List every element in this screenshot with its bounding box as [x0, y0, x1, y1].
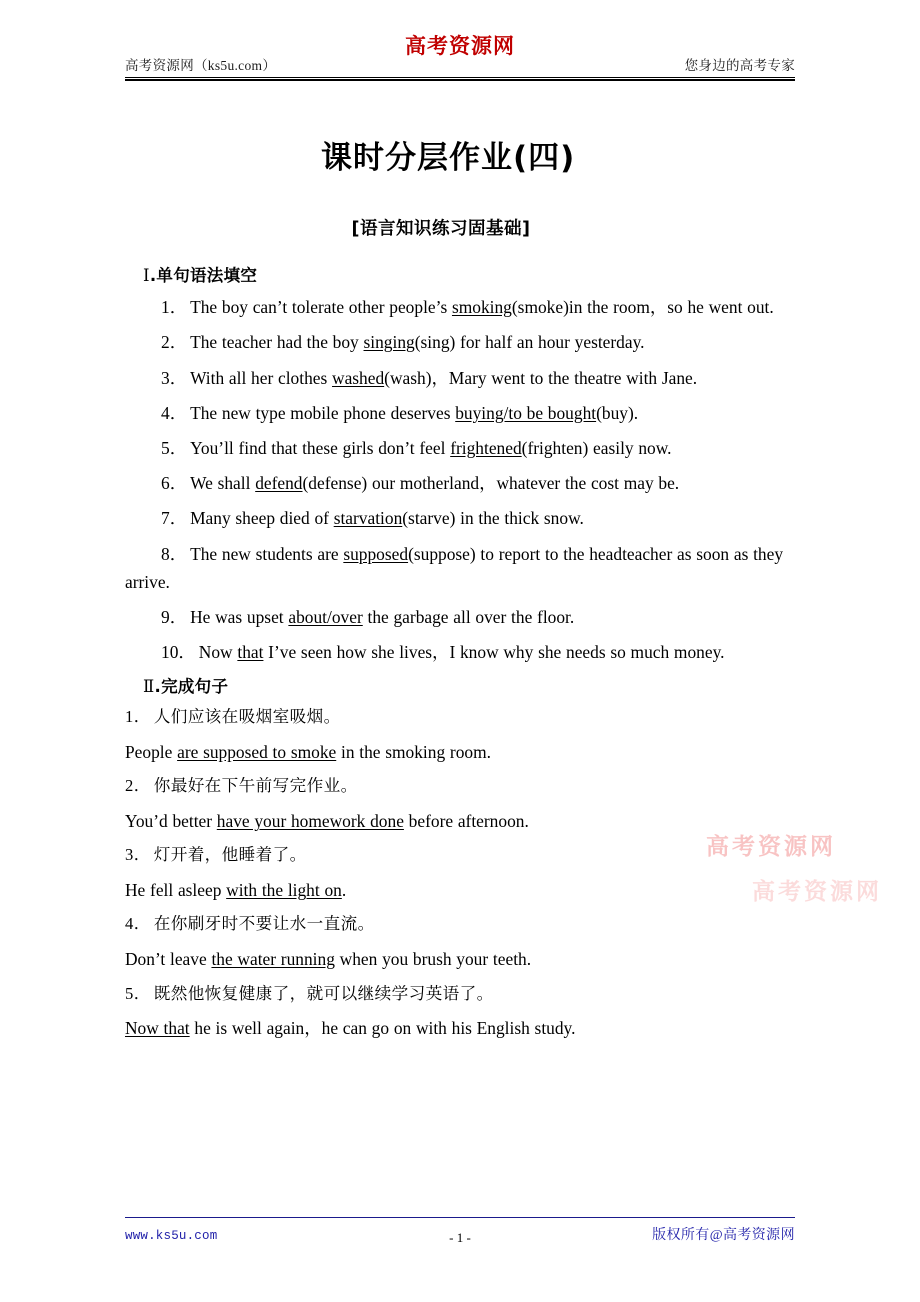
item-text-before: The new students are	[190, 543, 344, 564]
page-title: 课时分层作业(四)	[321, 140, 576, 176]
translation-prompt	[125, 704, 795, 731]
item-answer: have your homework done	[216, 811, 404, 832]
answer-text-before: Don’t leave	[125, 949, 212, 970]
prompt-text: 在你刷牙时不要让水一直流。	[153, 914, 375, 934]
item-text-after: (suppose) to report to the headteacher as soon as they arrive.	[125, 543, 784, 592]
item-text-after: (buy).	[596, 402, 639, 423]
item-text-after: (starve) in the thick snow.	[402, 508, 584, 529]
footer-url[interactable]: www.ks5u.com	[125, 1229, 218, 1243]
item-answer: defend	[255, 473, 303, 494]
answer-text-before: People	[125, 742, 178, 763]
translation-answer	[125, 945, 795, 973]
item-number: 3．	[125, 845, 151, 865]
item-text-before: Now	[198, 642, 238, 663]
exercise-item	[125, 434, 795, 462]
item-answer: singing	[363, 332, 415, 353]
answer-text-after: in the smoking room.	[336, 742, 491, 763]
item-number: 9．	[161, 606, 188, 627]
item-text-after: (sing) for half an hour yesterday.	[414, 332, 645, 353]
footer-divider	[125, 1217, 795, 1218]
header-logo: 高考资源网	[405, 33, 515, 58]
item-number: 1．	[125, 707, 151, 727]
item-answer: frightened	[450, 437, 522, 458]
item-text-before: The teacher had the boy	[190, 332, 364, 353]
item-answer: that	[237, 642, 264, 663]
section-banner: [语言知识练习固基础]	[351, 219, 531, 240]
page-number: - 1 -	[449, 1230, 471, 1245]
item-number: 6．	[161, 473, 188, 494]
item-number: 4．	[125, 914, 151, 934]
header-site-name: 高考资源网（ks5u.com）	[125, 58, 277, 73]
item-answer: about/over	[288, 606, 363, 627]
item-answer: Now that	[125, 1018, 190, 1039]
item-text-before: He was upset	[190, 606, 289, 627]
translation-answer	[125, 738, 795, 766]
translation-prompt	[125, 911, 795, 938]
answer-text-after: when you brush your teeth.	[334, 949, 532, 970]
item-text-before: You’ll find that these girls don’t feel	[190, 437, 451, 458]
item-number: 4．	[161, 402, 188, 423]
item-number: 3．	[161, 367, 188, 388]
page-footer	[125, 1217, 795, 1244]
part-1-label: .单句语法填空	[149, 266, 258, 286]
item-text-after: (frighten) easily now.	[521, 437, 672, 458]
part-1-roman: Ⅰ	[143, 266, 150, 286]
header-divider	[125, 77, 795, 81]
answer-text-before: He fell asleep	[125, 880, 227, 901]
item-answer: buying/to be bought	[455, 402, 597, 423]
prompt-text: 灯开着，他睡着了。	[153, 845, 307, 865]
item-answer: the water running	[211, 949, 335, 970]
answer-text-after: .	[341, 880, 347, 901]
header-tagline: 您身边的高考专家	[684, 58, 795, 73]
item-number: 5．	[161, 437, 188, 458]
exercise-item	[125, 638, 795, 666]
exercise-item	[125, 603, 795, 631]
item-number: 7．	[161, 508, 188, 529]
item-text-before: Many sheep died of	[190, 508, 334, 529]
item-text-before: The new type mobile phone deserves	[190, 402, 456, 423]
item-text-after: I’ve seen how she lives，I know why she needs so much money.	[263, 642, 725, 663]
exercise-item	[125, 364, 795, 392]
item-text-after: (smoke)in the room，so he went out.	[511, 297, 774, 318]
item-answer: washed	[332, 367, 385, 388]
item-text-after: (defense) our motherland，whatever the cost may be.	[302, 473, 680, 494]
translation-answer	[125, 807, 795, 835]
item-answer: are supposed to smoke	[177, 742, 337, 763]
prompt-text: 你最好在下午前写完作业。	[153, 776, 358, 796]
answer-text-before: You’d better	[125, 811, 217, 832]
watermark-line-1: 高考资源网	[706, 833, 836, 860]
document-body	[125, 262, 795, 1042]
item-answer: smoking	[451, 297, 512, 318]
item-answer: supposed	[343, 543, 409, 564]
exercise-item	[125, 504, 795, 532]
item-number: 10．	[161, 642, 196, 663]
exercise-item	[125, 540, 795, 596]
exercise-item	[125, 469, 795, 497]
item-text-before: We shall	[190, 473, 256, 494]
item-number: 2．	[125, 776, 151, 796]
item-number: 5．	[125, 983, 151, 1003]
item-number: 2．	[161, 332, 188, 353]
footer-copyright: 版权所有@高考资源网	[652, 1228, 795, 1243]
answer-text-after: he is well again，he can go on with his English study.	[189, 1018, 576, 1039]
translation-prompt	[125, 981, 795, 1008]
part-1-heading	[125, 262, 795, 286]
part-2-heading	[125, 673, 795, 697]
item-text-after: the garbage all over the floor.	[362, 606, 575, 627]
exercise-item	[125, 399, 795, 427]
item-answer: with the light on	[226, 880, 342, 901]
prompt-text: 人们应该在吸烟室吸烟。	[153, 707, 341, 727]
footer-row	[125, 1224, 795, 1244]
prompt-text: 既然他恢复健康了，就可以继续学习英语了。	[153, 983, 494, 1003]
item-answer: starvation	[333, 508, 403, 529]
translation-answer	[125, 1014, 795, 1042]
part-2-label: .完成句子	[154, 677, 229, 697]
watermark-line-2: 高考资源网	[752, 878, 882, 905]
header-row	[125, 33, 795, 74]
item-number: 8．	[161, 543, 188, 564]
item-text-before: With all her clothes	[190, 367, 333, 388]
part-2-roman: Ⅱ	[143, 677, 155, 697]
translation-prompt	[125, 842, 795, 869]
exercise-item	[125, 328, 795, 356]
translation-prompt	[125, 773, 795, 800]
item-text-after: (wash)，Mary went to the theatre with Jane.	[384, 367, 698, 388]
exercise-item	[125, 293, 795, 321]
page-header	[125, 0, 795, 96]
item-text-before: The boy can’t tolerate other people’s	[190, 297, 452, 318]
answer-text-after: before afternoon.	[403, 811, 529, 832]
item-number: 1．	[161, 297, 188, 318]
translation-answer	[125, 876, 795, 904]
